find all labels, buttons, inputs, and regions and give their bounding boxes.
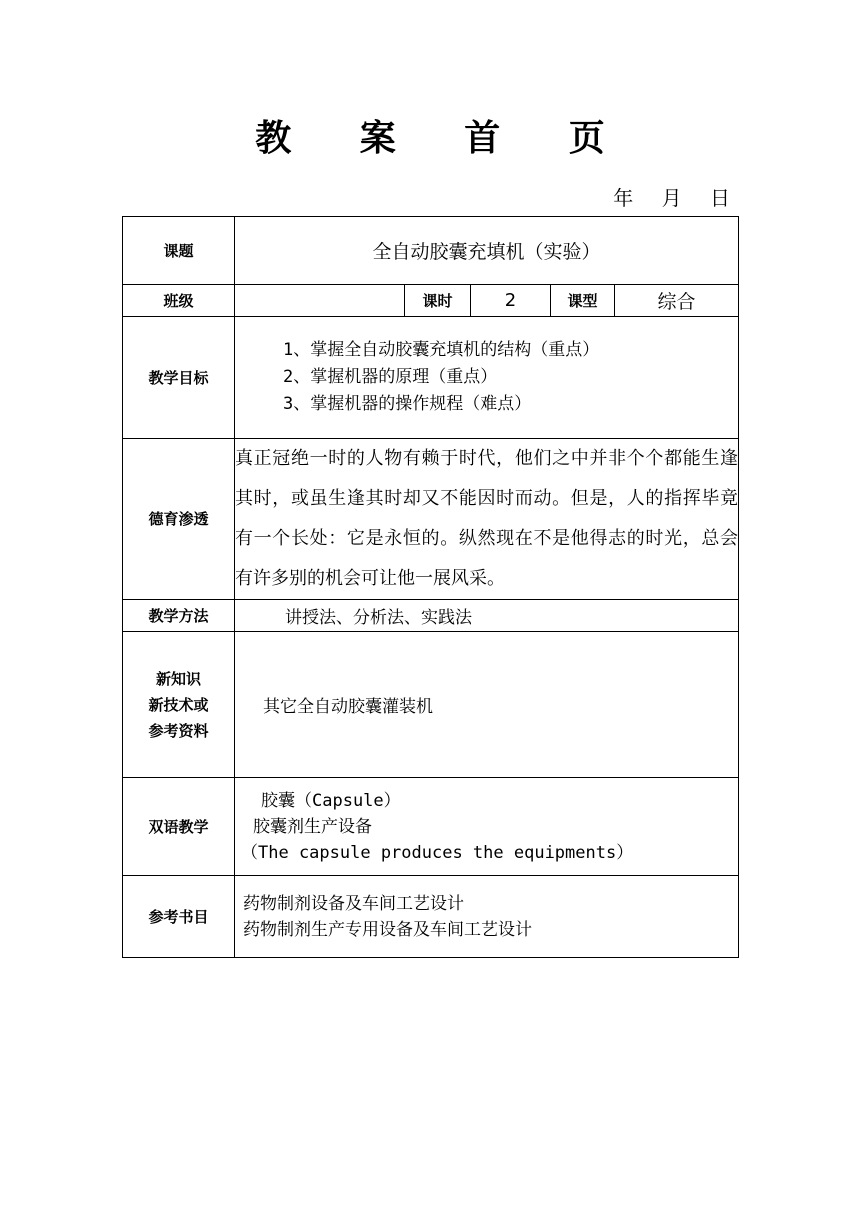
goal-item: 1、掌握全自动胶囊充填机的结构（重点）	[283, 340, 600, 360]
class-value	[235, 285, 405, 317]
date-day: 日	[710, 186, 732, 210]
references-label: 参考书目	[123, 876, 235, 958]
row-new-knowledge	[123, 632, 739, 778]
topic-value: 全自动胶囊充填机（实验）	[235, 217, 739, 285]
date-year: 年	[613, 186, 636, 210]
goal-item: 3、掌握机器的操作规程（难点）	[283, 394, 532, 414]
row-class	[123, 285, 739, 317]
goals-label: 教学目标	[123, 317, 235, 439]
new-knowledge-label-line: 参考资料	[148, 721, 209, 740]
references-lines	[235, 876, 739, 958]
new-knowledge-label	[123, 632, 235, 778]
topic-label: 课题	[123, 217, 235, 285]
row-references	[123, 876, 739, 958]
goal-item: 2、掌握机器的原理（重点）	[283, 367, 498, 387]
new-knowledge-label-line: 新知识	[155, 669, 201, 688]
bilingual-line: 胶囊（Capsule）	[261, 790, 401, 811]
bilingual-line: 胶囊剂生产设备	[253, 816, 372, 837]
row-method	[123, 600, 739, 632]
row-moral	[123, 439, 739, 600]
reference-line: 药物制剂生产专用设备及车间工艺设计	[243, 919, 532, 940]
type-label: 课型	[551, 285, 615, 317]
moral-label: 德育渗透	[123, 439, 235, 600]
class-label: 班级	[123, 285, 235, 317]
hours-value: 2	[471, 285, 551, 317]
lesson-plan-table	[122, 216, 739, 958]
row-goals	[123, 317, 739, 439]
date-line	[595, 182, 732, 211]
new-knowledge-label-line: 新技术或	[148, 695, 209, 714]
date-month: 月	[661, 186, 684, 210]
method-value: 讲授法、分析法、实践法	[235, 600, 739, 632]
method-label: 教学方法	[123, 600, 235, 632]
bilingual-line: （The capsule produces the equipments）	[241, 842, 634, 863]
reference-line: 药物制剂设备及车间工艺设计	[243, 893, 464, 914]
new-knowledge-value: 其它全自动胶囊灌装机	[235, 632, 739, 778]
bilingual-label: 双语教学	[123, 778, 235, 876]
goals-list	[235, 317, 739, 439]
bilingual-lines	[235, 778, 739, 876]
moral-text: 真正冠绝一时的人物有赖于时代，他们之中并非个个都能生逢其时，或虽生逢其时却又不能因时而动。但是，人的指挥毕竟有一个长处：它是永恒的。纵然现在不是他得志的时光，总会有许多别的机会可让他一展风采。	[235, 439, 739, 600]
row-topic	[123, 217, 739, 285]
page-title: 教 案 首 页	[255, 118, 633, 159]
type-value: 综合	[615, 285, 739, 317]
hours-label: 课时	[405, 285, 471, 317]
row-bilingual	[123, 778, 739, 876]
